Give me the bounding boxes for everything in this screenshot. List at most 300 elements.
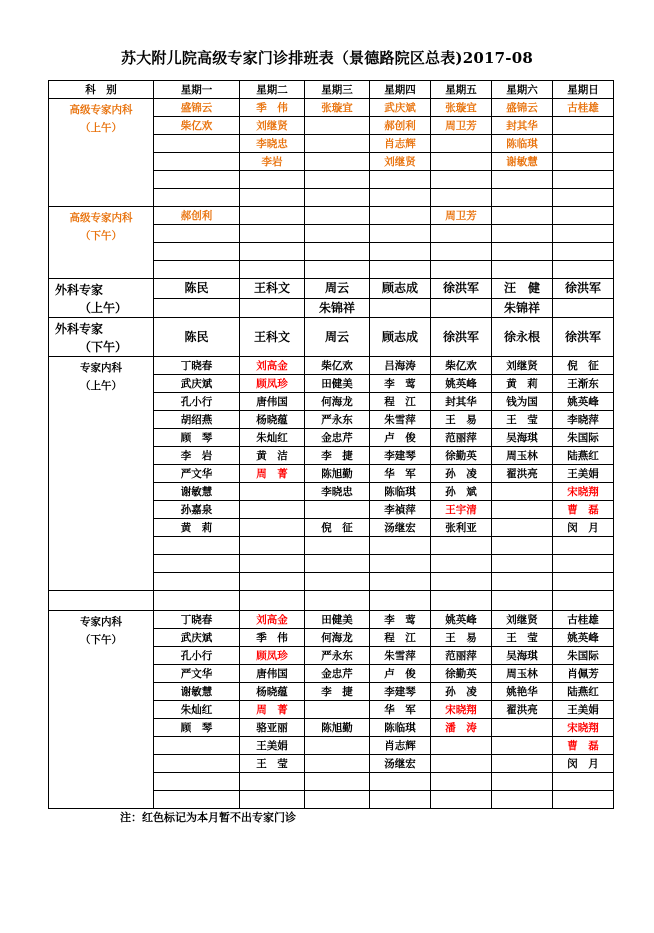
schedule-cell: 田健美: [305, 375, 370, 393]
schedule-cell: 王 易: [431, 629, 492, 647]
schedule-cell: 周玉林: [492, 447, 553, 465]
schedule-cell: [553, 791, 614, 809]
schedule-cell: 刘高金: [240, 611, 305, 629]
schedule-cell: [553, 243, 614, 261]
schedule-cell: 孙嘉泉: [154, 501, 240, 519]
schedule-cell: [305, 573, 370, 591]
schedule-cell: 张璇宜: [431, 99, 492, 117]
schedule-cell: 盛锦云: [492, 99, 553, 117]
schedule-cell: 封其华: [431, 393, 492, 411]
schedule-cell: 李 捷: [305, 683, 370, 701]
header-monday: 星期一: [154, 81, 240, 99]
schedule-cell: [492, 791, 553, 809]
schedule-cell: 季 伟: [240, 99, 305, 117]
schedule-cell: 陈临琪: [492, 135, 553, 153]
schedule-cell: 范丽萍: [431, 647, 492, 665]
schedule-cell: [240, 773, 305, 791]
schedule-cell: 王 易: [431, 411, 492, 429]
schedule-cell: [305, 755, 370, 773]
schedule-cell: 徐洪军: [431, 318, 492, 357]
schedule-cell: 丁晓春: [154, 611, 240, 629]
schedule-cell: 田健美: [305, 611, 370, 629]
schedule-cell: 顾志成: [370, 279, 431, 299]
schedule-cell: [154, 773, 240, 791]
category-label: （下午）: [80, 230, 122, 242]
schedule-cell: [305, 701, 370, 719]
schedule-cell: 王美娟: [240, 737, 305, 755]
schedule-cell: 刘继贤: [370, 153, 431, 171]
schedule-cell: 刘继贤: [240, 117, 305, 135]
schedule-cell: 姚艳华: [492, 683, 553, 701]
schedule-cell: [240, 261, 305, 279]
schedule-cell: [492, 591, 553, 611]
schedule-cell: [240, 501, 305, 519]
schedule-cell: 杨晓蕴: [240, 683, 305, 701]
category-label: （下午）: [80, 634, 122, 646]
schedule-cell: [240, 207, 305, 225]
schedule-cell: [305, 189, 370, 207]
schedule-cell: 徐永根: [492, 318, 553, 357]
schedule-cell: 卢 俊: [370, 429, 431, 447]
schedule-cell: 武庆斌: [154, 629, 240, 647]
schedule-cell: 金忠芹: [305, 429, 370, 447]
schedule-cell: 李建琴: [370, 447, 431, 465]
schedule-cell: 王 莹: [240, 755, 305, 773]
schedule-cell: [370, 225, 431, 243]
schedule-cell: [431, 225, 492, 243]
schedule-cell: 姚英峰: [431, 375, 492, 393]
schedule-cell: [305, 153, 370, 171]
schedule-cell: 李晓忠: [305, 483, 370, 501]
schedule-cell: 王渐东: [553, 375, 614, 393]
schedule-cell: 陈民: [154, 318, 240, 357]
schedule-cell: 汪 健: [492, 279, 553, 299]
schedule-cell: [305, 555, 370, 573]
schedule-cell: [492, 189, 553, 207]
document-title: 苏大附儿院高级专家门诊排班表（景德路院区总表)2017-08: [121, 49, 533, 67]
schedule-cell: 谢敏慧: [154, 683, 240, 701]
schedule-cell: 曹 磊: [553, 737, 614, 755]
schedule-cell: 谢敏慧: [154, 483, 240, 501]
schedule-cell: 丁晓春: [154, 357, 240, 375]
schedule-cell: [553, 298, 614, 318]
schedule-cell: 孙 凌: [431, 465, 492, 483]
schedule-cell: 华 军: [370, 465, 431, 483]
schedule-cell: [154, 171, 240, 189]
schedule-cell: 周云: [305, 318, 370, 357]
schedule-cell: 徐洪军: [431, 279, 492, 299]
schedule-cell: 王 莹: [492, 629, 553, 647]
schedule-cell: 朱国际: [553, 429, 614, 447]
footnote: 注：红色标记为本月暂不出专家门诊: [120, 811, 296, 824]
schedule-cell: [431, 755, 492, 773]
schedule-cell: 郝创利: [154, 207, 240, 225]
schedule-cell: [553, 773, 614, 791]
schedule-cell: 肖志辉: [370, 737, 431, 755]
schedule-cell: 盛锦云: [154, 99, 240, 117]
category-label: （下午）: [79, 340, 128, 354]
schedule-cell: 宋晓翔: [431, 701, 492, 719]
schedule-cell: 周云: [305, 279, 370, 299]
category-label: 外科专家: [55, 322, 104, 336]
schedule-cell: 张利亚: [431, 519, 492, 537]
schedule-cell: [370, 773, 431, 791]
schedule-cell: [431, 773, 492, 791]
schedule-cell: [305, 225, 370, 243]
schedule-cell: 宋晓翔: [553, 483, 614, 501]
schedule-cell: 柴亿欢: [305, 357, 370, 375]
schedule-cell: 陆燕红: [553, 447, 614, 465]
category-cell: [49, 279, 154, 318]
schedule-cell: 封其华: [492, 117, 553, 135]
schedule-cell: [240, 298, 305, 318]
schedule-cell: 顾 琴: [154, 719, 240, 737]
schedule-cell: 张璇宜: [305, 99, 370, 117]
schedule-cell: [240, 537, 305, 555]
schedule-cell: 严永东: [305, 411, 370, 429]
schedule-cell: 李 捷: [305, 447, 370, 465]
schedule-cell: 季 伟: [240, 629, 305, 647]
schedule-cell: [370, 243, 431, 261]
category-cell: [49, 611, 154, 809]
schedule-cell: 李建琴: [370, 683, 431, 701]
schedule-cell: [305, 171, 370, 189]
schedule-cell: [154, 791, 240, 809]
schedule-table: [48, 80, 614, 809]
schedule-cell: 何海龙: [305, 393, 370, 411]
header-saturday: 星期六: [492, 81, 553, 99]
schedule-cell: 郝创利: [370, 117, 431, 135]
schedule-cell: [154, 555, 240, 573]
header-thursday: 星期四: [370, 81, 431, 99]
schedule-cell: 朱灿红: [240, 429, 305, 447]
schedule-cell: [431, 737, 492, 755]
schedule-cell: [154, 298, 240, 318]
schedule-cell: [240, 189, 305, 207]
schedule-cell: [370, 171, 431, 189]
schedule-cell: 何海龙: [305, 629, 370, 647]
schedule-cell: [553, 261, 614, 279]
schedule-cell: [305, 117, 370, 135]
schedule-cell: [240, 573, 305, 591]
schedule-cell: [553, 537, 614, 555]
schedule-cell: 翟洪亮: [492, 701, 553, 719]
category-label: 高级专家内科: [69, 212, 133, 224]
table-row: [49, 357, 614, 375]
schedule-cell: 黄 莉: [154, 519, 240, 537]
schedule-cell: 孙 凌: [431, 683, 492, 701]
schedule-cell: [305, 537, 370, 555]
schedule-cell: 闵 月: [553, 755, 614, 773]
schedule-cell: [370, 573, 431, 591]
schedule-cell: 肖佩芳: [553, 665, 614, 683]
schedule-cell: 武庆斌: [370, 99, 431, 117]
schedule-cell: 顾凤珍: [240, 375, 305, 393]
schedule-cell: 顾志成: [370, 318, 431, 357]
category-label: （上午）: [80, 122, 122, 134]
schedule-cell: [154, 153, 240, 171]
schedule-cell: 朱雪萍: [370, 647, 431, 665]
schedule-cell: 曹 磊: [553, 501, 614, 519]
schedule-cell: 严文华: [154, 665, 240, 683]
schedule-cell: [154, 737, 240, 755]
header-tuesday: 星期二: [240, 81, 305, 99]
schedule-cell: [370, 591, 431, 611]
schedule-cell: [431, 243, 492, 261]
schedule-cell: 刘继贤: [492, 611, 553, 629]
schedule-cell: 古桂雄: [553, 611, 614, 629]
schedule-cell: 朱雪萍: [370, 411, 431, 429]
schedule-cell: [370, 537, 431, 555]
schedule-cell: 倪 征: [553, 357, 614, 375]
schedule-cell: 谢敏慧: [492, 153, 553, 171]
schedule-cell: 黄 洁: [240, 447, 305, 465]
schedule-cell: [154, 537, 240, 555]
schedule-cell: [154, 225, 240, 243]
schedule-cell: [492, 171, 553, 189]
schedule-cell: 严文华: [154, 465, 240, 483]
schedule-cell: 杨晓蕴: [240, 411, 305, 429]
schedule-cell: [431, 573, 492, 591]
schedule-cell: 朱锦祥: [492, 298, 553, 318]
schedule-cell: 孔小行: [154, 393, 240, 411]
schedule-cell: [370, 298, 431, 318]
table-row: [49, 279, 614, 299]
schedule-cell: [553, 591, 614, 611]
schedule-cell: 李岩: [240, 153, 305, 171]
schedule-cell: 翟洪亮: [492, 465, 553, 483]
category-label: 专家内科: [80, 616, 122, 628]
schedule-cell: [240, 791, 305, 809]
table-row: [49, 318, 614, 357]
schedule-cell: [492, 225, 553, 243]
schedule-cell: [240, 225, 305, 243]
schedule-cell: 王宇清: [431, 501, 492, 519]
category-cell: [49, 357, 154, 591]
header-friday: 星期五: [431, 81, 492, 99]
schedule-cell: 吕海涛: [370, 357, 431, 375]
schedule-cell: 刘继贤: [492, 357, 553, 375]
schedule-cell: [370, 189, 431, 207]
schedule-cell: [240, 171, 305, 189]
category-label: 专家内科: [80, 362, 122, 374]
schedule-cell: 吴海琪: [492, 429, 553, 447]
schedule-cell: [154, 573, 240, 591]
schedule-cell: 周卫芳: [431, 207, 492, 225]
schedule-cell: 王 莹: [492, 411, 553, 429]
schedule-cell: 顾 琴: [154, 429, 240, 447]
schedule-cell: 姚英峰: [553, 629, 614, 647]
schedule-cell: 徐勤英: [431, 665, 492, 683]
schedule-cell: 王美娟: [553, 465, 614, 483]
schedule-cell: [553, 189, 614, 207]
schedule-cell: [240, 591, 305, 611]
table-row: [49, 611, 614, 629]
schedule-cell: [492, 261, 553, 279]
schedule-cell: [553, 117, 614, 135]
schedule-cell: [492, 755, 553, 773]
schedule-cell: 李 岩: [154, 447, 240, 465]
schedule-cell: [431, 555, 492, 573]
schedule-cell: 陈民: [154, 279, 240, 299]
schedule-cell: 汤继宏: [370, 755, 431, 773]
schedule-cell: [553, 153, 614, 171]
schedule-cell: [492, 573, 553, 591]
schedule-cell: [431, 189, 492, 207]
schedule-cell: 柴亿欢: [154, 117, 240, 135]
schedule-cell: 金忠芹: [305, 665, 370, 683]
schedule-cell: [240, 519, 305, 537]
schedule-cell: [370, 261, 431, 279]
schedule-cell: [305, 773, 370, 791]
schedule-cell: 顾凤珍: [240, 647, 305, 665]
schedule-cell: 华 军: [370, 701, 431, 719]
schedule-cell: [305, 501, 370, 519]
schedule-cell: 肖志辉: [370, 135, 431, 153]
schedule-cell: [370, 555, 431, 573]
schedule-cell: [553, 135, 614, 153]
category-label: （上午）: [79, 301, 128, 315]
table-row: [49, 591, 614, 611]
table-row: [49, 207, 614, 225]
schedule-body: [49, 99, 614, 809]
category-label: （上午）: [80, 380, 122, 392]
schedule-cell: 陈旭勤: [305, 719, 370, 737]
schedule-cell: [553, 573, 614, 591]
schedule-cell: [240, 243, 305, 261]
schedule-cell: 柴亿欢: [431, 357, 492, 375]
category-cell: [49, 591, 154, 611]
schedule-cell: 卢 俊: [370, 665, 431, 683]
schedule-cell: 李 莺: [370, 611, 431, 629]
schedule-cell: [305, 207, 370, 225]
schedule-cell: 王科文: [240, 279, 305, 299]
category-cell: [49, 318, 154, 357]
schedule-cell: 徐洪军: [553, 318, 614, 357]
schedule-cell: 范丽萍: [431, 429, 492, 447]
schedule-cell: [305, 791, 370, 809]
schedule-cell: 徐勤英: [431, 447, 492, 465]
schedule-cell: 周玉林: [492, 665, 553, 683]
schedule-cell: [431, 791, 492, 809]
schedule-cell: [431, 135, 492, 153]
schedule-cell: [553, 555, 614, 573]
schedule-cell: 周卫芳: [431, 117, 492, 135]
schedule-cell: [305, 591, 370, 611]
schedule-cell: 李晓萍: [553, 411, 614, 429]
schedule-cell: 王科文: [240, 318, 305, 357]
schedule-cell: 严永东: [305, 647, 370, 665]
schedule-cell: [492, 243, 553, 261]
schedule-cell: 周 菁: [240, 701, 305, 719]
schedule-cell: [240, 483, 305, 501]
schedule-cell: 倪 征: [305, 519, 370, 537]
schedule-cell: [431, 537, 492, 555]
schedule-cell: 孙 斌: [431, 483, 492, 501]
schedule-cell: [431, 591, 492, 611]
schedule-cell: 唐伟国: [240, 393, 305, 411]
schedule-cell: 武庆斌: [154, 375, 240, 393]
category-label: 外科专家: [55, 283, 104, 297]
schedule-cell: [431, 153, 492, 171]
schedule-cell: [370, 207, 431, 225]
schedule-cell: 周 菁: [240, 465, 305, 483]
schedule-cell: 徐洪军: [553, 279, 614, 299]
schedule-cell: [492, 737, 553, 755]
schedule-cell: 陈临琪: [370, 483, 431, 501]
schedule-cell: 钱为国: [492, 393, 553, 411]
schedule-cell: 程 江: [370, 629, 431, 647]
schedule-cell: [492, 483, 553, 501]
schedule-cell: [154, 243, 240, 261]
schedule-cell: [154, 135, 240, 153]
schedule-cell: 姚英峰: [431, 611, 492, 629]
schedule-cell: [154, 189, 240, 207]
schedule-cell: [305, 135, 370, 153]
schedule-cell: [492, 773, 553, 791]
schedule-cell: 朱国际: [553, 647, 614, 665]
schedule-cell: [492, 501, 553, 519]
category-cell: [49, 207, 154, 279]
header-sunday: 星期日: [553, 81, 614, 99]
schedule-cell: 骆亚丽: [240, 719, 305, 737]
schedule-cell: [305, 261, 370, 279]
schedule-cell: 唐伟国: [240, 665, 305, 683]
schedule-cell: [492, 555, 553, 573]
header-row: [49, 81, 614, 99]
schedule-cell: 王美娟: [553, 701, 614, 719]
schedule-cell: [154, 591, 240, 611]
schedule-cell: [492, 207, 553, 225]
schedule-cell: [492, 719, 553, 737]
schedule-cell: [492, 537, 553, 555]
schedule-cell: 陆燕红: [553, 683, 614, 701]
schedule-cell: [154, 261, 240, 279]
category-label: 高级专家内科: [69, 104, 133, 116]
schedule-cell: [154, 755, 240, 773]
schedule-cell: [431, 171, 492, 189]
schedule-cell: 吴海琪: [492, 647, 553, 665]
schedule-cell: [431, 261, 492, 279]
schedule-cell: 汤继宏: [370, 519, 431, 537]
schedule-cell: 朱锦祥: [305, 298, 370, 318]
schedule-cell: 朱灿红: [154, 701, 240, 719]
schedule-cell: 李晓忠: [240, 135, 305, 153]
schedule-cell: 胡绍燕: [154, 411, 240, 429]
schedule-cell: 宋晓翔: [553, 719, 614, 737]
schedule-cell: 黄 莉: [492, 375, 553, 393]
table-row: [49, 99, 614, 117]
schedule-cell: [240, 555, 305, 573]
header-wednesday: 星期三: [305, 81, 370, 99]
schedule-cell: [553, 225, 614, 243]
schedule-cell: 潘 涛: [431, 719, 492, 737]
category-cell: [49, 99, 154, 207]
schedule-cell: [553, 207, 614, 225]
schedule-cell: 姚英峰: [553, 393, 614, 411]
schedule-cell: 刘高金: [240, 357, 305, 375]
schedule-cell: 闵 月: [553, 519, 614, 537]
schedule-cell: [553, 171, 614, 189]
schedule-cell: 李 莺: [370, 375, 431, 393]
schedule-cell: [492, 519, 553, 537]
schedule-cell: 陈旭勤: [305, 465, 370, 483]
schedule-cell: [431, 298, 492, 318]
schedule-cell: 孔小行: [154, 647, 240, 665]
schedule-cell: 李禎萍: [370, 501, 431, 519]
schedule-cell: [305, 243, 370, 261]
schedule-cell: [305, 737, 370, 755]
